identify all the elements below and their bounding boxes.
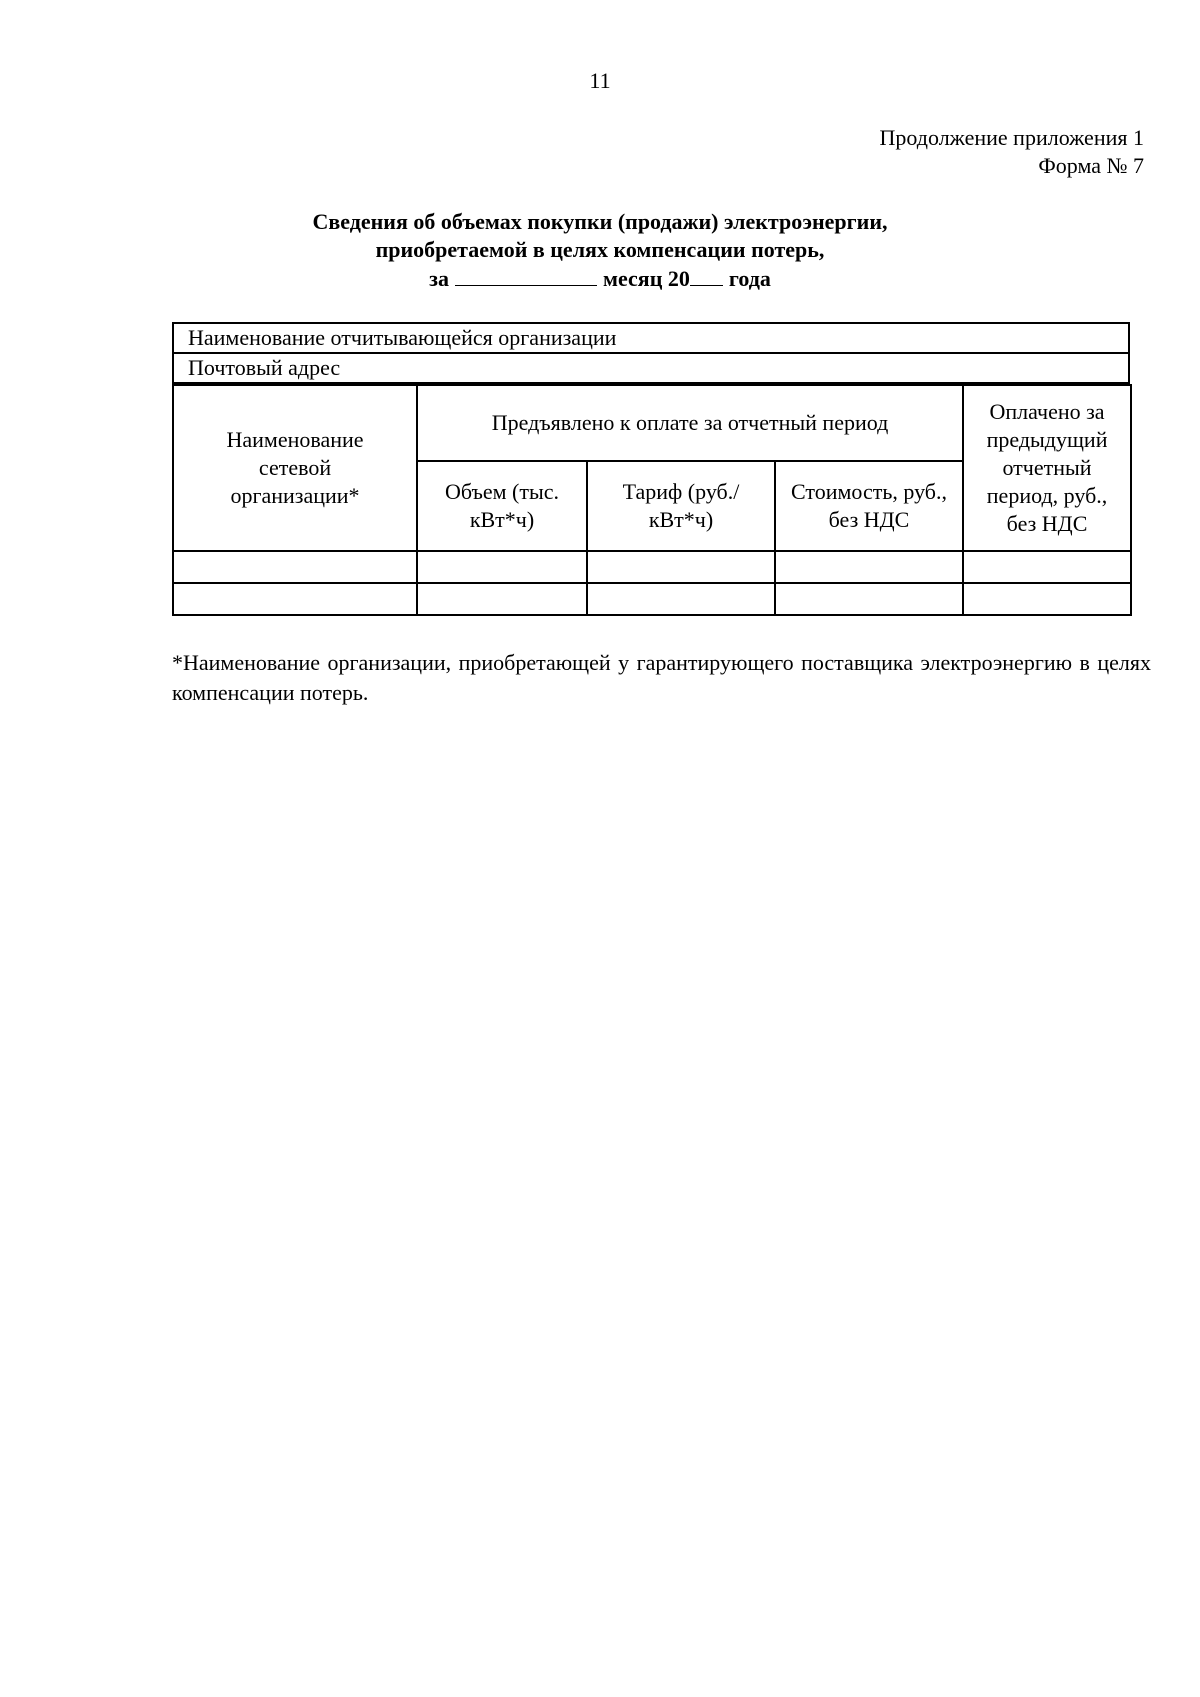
header-paid-prev: Оплачено за предыдущий отчетный период, руб., без НДС [963,385,1131,551]
page-number: 11 [589,68,611,93]
header-tariff: Тариф (руб./кВт*ч) [587,461,775,551]
title-line-1: Сведения об объемах покупки (продажи) электроэнергии, [312,209,888,234]
table-cell[interactable] [963,551,1131,583]
title-line-2: приобретаемой в целях компенсации потерь, [375,237,825,262]
volumes-table [172,384,1132,616]
org-name-field[interactable]: Наименование отчитывающейся организации [173,323,1129,353]
table-row [173,583,1131,615]
table-cell[interactable] [417,583,587,615]
header-billed-group: Предъявлено к оплате за отчетный период [417,385,963,461]
title-suffix: года [728,266,771,291]
org-info-table [172,322,1130,384]
table-cell[interactable] [775,551,963,583]
table-cell[interactable] [173,583,417,615]
header-volume: Объем (тыс. кВт*ч) [417,461,587,551]
appendix-line: Продолжение приложения 1 [879,125,1144,150]
table-cell[interactable] [417,551,587,583]
footnote: *Наименование организации, приобретающей у гарантирующего поставщика электроэнергию в целях компенсации потерь. [172,650,1151,705]
header-network-org: Наименование сетевой организации* [173,385,417,551]
month-blank[interactable] [455,264,597,286]
table-row [173,551,1131,583]
table-cell[interactable] [587,551,775,583]
title-middle: месяц 20 [603,266,690,291]
title-prefix: за [429,266,450,291]
table-cell[interactable] [173,551,417,583]
table-cell[interactable] [963,583,1131,615]
year-blank[interactable] [690,264,723,286]
header-right [880,124,1144,180]
title-line-3 [0,264,1200,293]
form-number: Форма № 7 [1038,153,1144,178]
header-cost: Стоимость, руб., без НДС [775,461,963,551]
postal-address-field[interactable]: Почтовый адрес [173,353,1129,383]
table-cell[interactable] [775,583,963,615]
table-cell[interactable] [587,583,775,615]
document-title [0,208,1200,293]
